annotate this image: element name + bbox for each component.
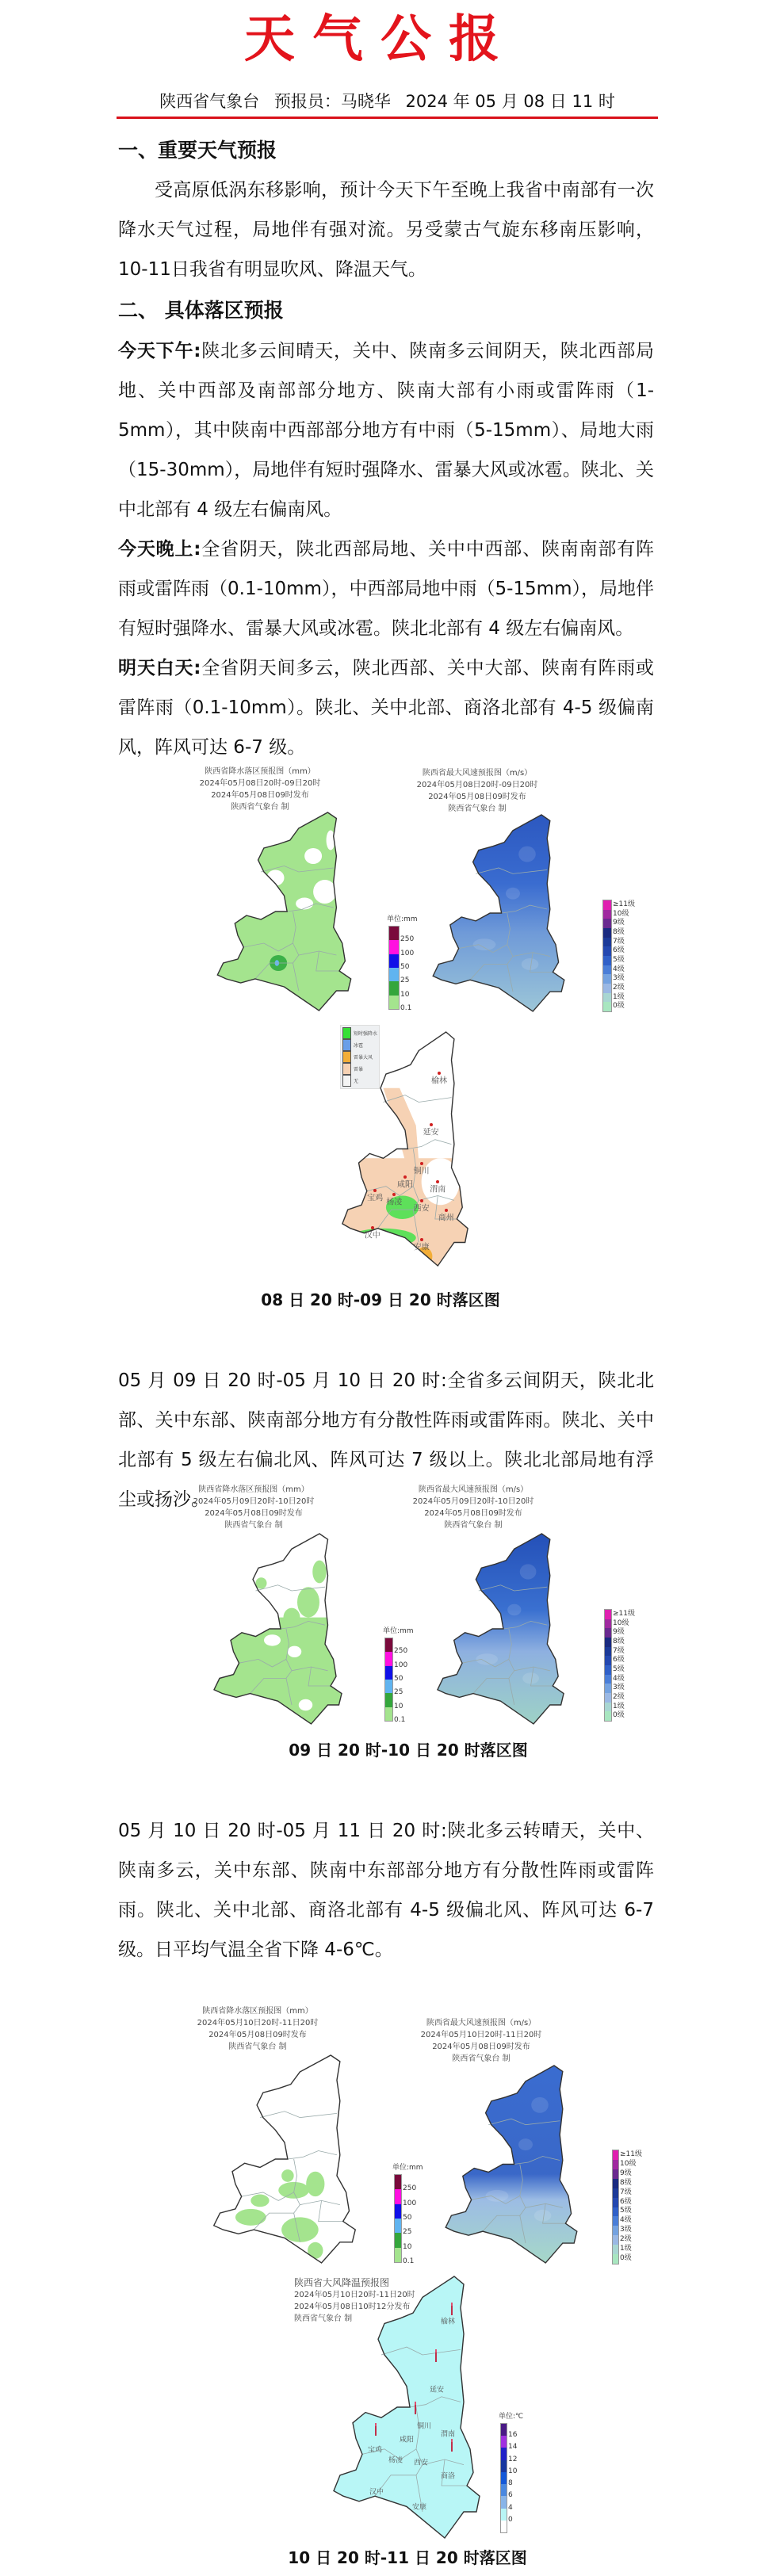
colorbar-label: 0.1 <box>403 2257 415 2265</box>
colorbar-label: 8 <box>508 2479 513 2488</box>
map-title-line: 陕西省气象台 制 <box>452 2054 511 2063</box>
colorbar-label: 3级 <box>613 974 625 983</box>
map-title-line: 陕西省气象台 制 <box>294 2314 353 2323</box>
colorbar-swatch <box>603 946 611 956</box>
map-title-line: 2024年05月08日09时发布 <box>205 1509 303 1518</box>
wind-patch <box>520 1564 537 1579</box>
colorbar-label: 14 <box>508 2443 518 2452</box>
colorbar-legend <box>394 2174 402 2263</box>
rain-area <box>284 1608 300 1627</box>
colorbar-swatch <box>501 2509 507 2521</box>
colorbar-swatch <box>603 965 611 975</box>
colorbar-swatch <box>605 1610 611 1619</box>
rain-area <box>235 2209 266 2226</box>
province-map-rain <box>208 2055 361 2263</box>
map-title-line: 陕西省大风降温预报图 <box>294 2277 390 2288</box>
colorbar-swatch <box>605 1693 611 1703</box>
city-label: 铜川 <box>416 2422 432 2431</box>
gale-flag-icon <box>451 2303 453 2315</box>
rain-area <box>281 2217 319 2242</box>
colorbar-unit: 单位:℃ <box>499 2413 524 2421</box>
colorbar-swatch <box>501 2484 507 2496</box>
colorbar-swatch <box>613 2245 618 2254</box>
colorbar-label: 100 <box>400 949 415 957</box>
colorbar-label: 8级 <box>613 927 625 936</box>
colorbar-label: 25 <box>403 2228 412 2237</box>
colorbar-legend <box>602 900 612 1012</box>
hazard-legend-item <box>342 1027 377 1039</box>
colorbar-label: 12 <box>508 2455 518 2463</box>
city-label: 咸阳 <box>397 1180 413 1190</box>
colorbar-swatch <box>603 900 611 910</box>
period-text: 全省阴天间多云，陕北西部、关中大部、陕南有阵雨或雷阵雨（0.1-10mm）。陕北、关中北部、商洛北部有 4-5 级偏南风，阵风可达 6-7 级。 <box>118 658 655 758</box>
rain-area <box>256 1577 267 1588</box>
rain-area <box>250 2195 269 2207</box>
colorbar-swatch <box>605 1656 611 1665</box>
forecaster-name: 预报员：马晓华 <box>273 92 391 111</box>
wind-patch <box>507 1604 521 1615</box>
city-label: 榆林 <box>440 2318 456 2326</box>
city-label: 商州 <box>438 1213 454 1223</box>
colorbar-swatch <box>603 984 611 993</box>
detail-forecast-list <box>0 331 655 767</box>
colorbar-swatch <box>613 2179 618 2188</box>
header-divider <box>117 117 658 119</box>
map-title-line: 2024年05月10日20时-11日20时 <box>294 2291 415 2299</box>
wind-patch <box>486 2190 509 2202</box>
no-rain-patch <box>288 1646 302 1657</box>
colorbar-label: 10 <box>400 990 410 999</box>
period-label: 05 月 10 日 20 时-05 月 11 日 20 时: <box>118 1821 447 1841</box>
colorbar-label: 10 <box>508 2467 518 2475</box>
colorbar-swatch <box>603 919 611 928</box>
colorbar-swatch <box>613 2198 618 2207</box>
city-label: 宝鸡 <box>367 2446 383 2455</box>
map-title-line: 陕西省气象台 制 <box>444 1521 503 1530</box>
colorbar-label: 0级 <box>613 1002 625 1011</box>
figure-caption-1: 08 日 20 时-09 日 20 时落区图 <box>261 1290 500 1309</box>
wind-patch <box>473 938 496 950</box>
map-title-line: 2024年05月08日20时-09日20时 <box>416 781 538 789</box>
period-label: 明天白天: <box>118 658 201 678</box>
colorbar-label: 0 <box>508 2515 513 2524</box>
colorbar-label: 8级 <box>620 2178 632 2187</box>
colorbar-swatch <box>385 1680 392 1693</box>
figure-caption-2: 09 日 20 时-10 日 20 时落区图 <box>289 1741 528 1760</box>
colorbar-label: 10级 <box>620 2159 637 2168</box>
period-text: 全省多云间阴天，陕北北部、关中东部、陕南部分地方有分散性阵雨或雷阵雨。陕北、关中北部有 5 级左右偏北风、阵风可达 7 级以上。陕北北部局地有浮尘或扬沙。 <box>118 1370 654 1510</box>
colorbar-label: 9级 <box>620 2169 632 2177</box>
colorbar-swatch <box>395 2175 401 2189</box>
gale-flag-icon <box>415 2402 416 2414</box>
issued-time: 2024 年 05 月 08 日 11 时 <box>405 92 615 111</box>
colorbar-swatch <box>501 2496 507 2508</box>
colorbar-swatch <box>389 940 399 954</box>
colorbar-legend <box>604 1609 612 1722</box>
colorbar-swatch <box>395 2248 401 2262</box>
colorbar-legend <box>612 2150 619 2265</box>
colorbar-unit: 单位:mm <box>387 915 418 923</box>
colorbar-unit: 单位:mm <box>383 1627 414 1635</box>
legend-swatch <box>342 1063 351 1075</box>
colorbar-label: 2级 <box>613 983 625 992</box>
colorbar-legend <box>500 2423 507 2533</box>
colorbar-label: 9级 <box>613 919 625 927</box>
colorbar-swatch <box>603 974 611 984</box>
city-label: 杨凌 <box>388 2456 403 2465</box>
colorbar-label: 0级 <box>613 1711 625 1720</box>
important-forecast-paragraph: 受高原低涡东移影响，预计今天下午至晚上我省中南部有一次降水天气过程，局地伴有强对流。另受蒙古气旋东移南压影响，10-11日我省有明显吹风、降温天气。 <box>118 180 654 280</box>
colorbar-label: 0级 <box>620 2254 632 2263</box>
colorbar-swatch <box>385 1652 392 1665</box>
city-label: 安康 <box>413 1243 430 1252</box>
city-label: 渭南 <box>430 1185 446 1194</box>
city-label: 宝鸡 <box>367 1194 384 1203</box>
period-label: 今天下午: <box>118 341 201 361</box>
gale-flag-icon <box>435 2349 437 2362</box>
wind-patch <box>518 2138 533 2150</box>
wind-patch <box>531 2097 549 2113</box>
legend-label: 雷暴大风 <box>354 1055 373 1061</box>
colorbar-swatch <box>603 938 611 947</box>
map-title-line: 陕西省降水落区预报图（mm） <box>202 2007 313 2016</box>
legend-label: 无 <box>354 1079 359 1084</box>
legend-label: 雷暴 <box>354 1067 364 1072</box>
colorbar-label: 9级 <box>613 1628 625 1637</box>
map-title-line: 2024年05月08日20时-09日20时 <box>199 779 321 788</box>
map-title-line: 陕西省气象台 制 <box>231 803 289 812</box>
colorbar-label: 2级 <box>620 2235 632 2244</box>
colorbar-swatch <box>605 1711 611 1721</box>
colorbar-label: 4级 <box>613 965 625 973</box>
wind-patch <box>476 1653 498 1664</box>
colorbar-swatch <box>603 910 611 919</box>
colorbar-label: 8级 <box>613 1637 625 1645</box>
province-map-wind <box>440 2066 583 2263</box>
rain-area <box>297 1587 319 1617</box>
colorbar-label: 4级 <box>620 2216 632 2225</box>
colorbar-label: ≥11级 <box>613 1609 635 1618</box>
colorbar-swatch <box>389 927 399 940</box>
colorbar-swatch <box>501 2424 507 2436</box>
hazard-legend <box>340 1025 380 1089</box>
colorbar-label: 5级 <box>613 955 625 964</box>
colorbar-label: 50 <box>400 963 410 971</box>
province-map-wind <box>427 815 570 1011</box>
colorbar-label: 100 <box>394 1661 408 1669</box>
city-label: 商洛 <box>440 2472 456 2481</box>
forecast-tonight <box>118 529 654 648</box>
colorbar-swatch <box>605 1684 611 1693</box>
colorbar-swatch <box>389 968 399 981</box>
map-title-line: 陕西省最大风速预报图（m/s） <box>422 769 533 778</box>
colorbar-label: 250 <box>394 1647 408 1656</box>
colorbar-label: 50 <box>403 2214 412 2222</box>
colorbar-label: 1级 <box>613 992 625 1001</box>
colorbar-label: 5级 <box>613 1664 625 1673</box>
map-title-line: 2024年05月08日09时发布 <box>208 2031 307 2039</box>
no-rain-patch <box>304 848 322 864</box>
colorbar-label: 16 <box>508 2431 518 2440</box>
no-rain-patch <box>296 898 313 910</box>
colorbar-swatch <box>603 956 611 965</box>
map-title-line: 2024年05月09日20时-10日20时 <box>412 1497 534 1506</box>
no-rain-patch <box>299 1699 313 1710</box>
colorbar-label: 3级 <box>613 1684 625 1692</box>
colorbar-swatch <box>605 1619 611 1629</box>
wind-patch <box>518 847 536 862</box>
colorbar-label: 6 <box>508 2491 513 2500</box>
map-title-line: 陕西省气象台 制 <box>224 1521 283 1530</box>
rain-area <box>308 2242 323 2259</box>
city-label: 铜川 <box>413 1167 430 1176</box>
map-title-line: 陕西省降水落区预报图（mm） <box>198 1485 309 1494</box>
colorbar-label: 1级 <box>613 1702 625 1710</box>
colorbar-swatch <box>613 2235 618 2245</box>
city-label: 西安 <box>413 1204 430 1213</box>
city-label: 延安 <box>429 2386 445 2394</box>
forecast-this-afternoon <box>118 331 654 529</box>
rain-area <box>281 2169 294 2182</box>
colorbar-label: 5级 <box>620 2207 632 2215</box>
colorbar-swatch <box>603 928 611 938</box>
agency-name: 陕西省气象台 <box>159 92 260 111</box>
city-label: 汉中 <box>364 1231 380 1240</box>
hazard-legend-item <box>342 1051 377 1063</box>
colorbar-swatch <box>613 2169 618 2179</box>
map-title-line: 陕西省气象台 制 <box>448 805 507 813</box>
colorbar-label: ≥11级 <box>620 2150 642 2158</box>
colorbar-swatch <box>613 2160 618 2169</box>
rain-area <box>278 2182 309 2199</box>
colorbar-swatch <box>605 1647 611 1657</box>
period-text: 全省阴天，陕北西部局地、关中中西部、陕南南部有阵雨或雷阵雨（0.1-10mm），中西部局地中雨（5-15mm），局地伴有短时强降水、雷暴大风或冰雹。陕北北部有 4 级左右偏南风。 <box>118 539 655 639</box>
province-map-wind <box>432 1534 569 1724</box>
map-title-line: 2024年05月08日09时发布 <box>211 791 309 800</box>
colorbar-swatch <box>613 2254 618 2264</box>
hazard-legend-item <box>342 1075 377 1087</box>
colorbar-swatch <box>613 2207 618 2217</box>
city-label: 杨凌 <box>386 1198 403 1207</box>
colorbar-swatch <box>501 2521 507 2532</box>
map-title-line: 陕西省最大风速预报图（m/s） <box>426 2019 537 2028</box>
city-label: 安康 <box>411 2503 427 2512</box>
colorbar-label: 6级 <box>620 2197 632 2206</box>
colorbar-swatch <box>385 1666 392 1680</box>
map-title-line: 2024年05月09日20时-10日20时 <box>193 1497 315 1506</box>
colorbar-unit: 单位:mm <box>392 2164 423 2172</box>
colorbar-swatch <box>389 954 399 968</box>
colorbar-label: 10 <box>403 2242 412 2251</box>
map-title-line: 2024年05月08日09时发布 <box>432 2043 530 2051</box>
colorbar-swatch <box>389 996 399 1009</box>
colorbar-swatch <box>605 1665 611 1675</box>
colorbar-label: 10 <box>394 1702 403 1710</box>
colorbar-label: 6级 <box>613 946 625 955</box>
rain-area <box>312 1561 327 1584</box>
map-title-line: 陕西省降水落区预报图（mm） <box>205 767 315 776</box>
section-heading-important: 一、重要天气预报 <box>118 139 277 162</box>
colorbar-label: 6级 <box>613 1656 625 1664</box>
colorbar-swatch <box>613 2216 618 2226</box>
colorbar-swatch <box>501 2448 507 2459</box>
colorbar-label: 2级 <box>613 1692 625 1701</box>
map-title-line: 2024年05月08日09时发布 <box>424 1509 522 1518</box>
colorbar-label: 0.1 <box>400 1004 412 1012</box>
legend-swatch <box>342 1039 351 1051</box>
legend-label: 短时强降水 <box>354 1031 378 1037</box>
colorbar-swatch <box>501 2460 507 2472</box>
colorbar-label: 100 <box>403 2199 417 2207</box>
hazard-legend-item <box>342 1063 377 1075</box>
city-label: 延安 <box>423 1128 439 1137</box>
colorbar-swatch <box>501 2436 507 2448</box>
province-map-rain <box>212 812 357 1011</box>
forecast-tomorrow-daytime <box>118 648 654 767</box>
colorbar-swatch <box>605 1628 611 1638</box>
colorbar-swatch <box>603 1002 611 1011</box>
map-title-line: 2024年05月10日20时-11日20时 <box>420 2031 542 2039</box>
wind-patch <box>522 958 539 970</box>
gale-flag-icon <box>375 2423 377 2436</box>
bulletin-header-line <box>117 89 658 114</box>
colorbar-swatch <box>613 2150 618 2160</box>
colorbar-swatch <box>501 2472 507 2484</box>
colorbar-swatch <box>395 2189 401 2203</box>
map-title-line: 2024年05月08日09时发布 <box>428 793 526 801</box>
colorbar-label: 10级 <box>613 909 629 918</box>
colorbar-label: 250 <box>403 2184 417 2193</box>
map-title-line: 陕西省最大风速预报图（m/s） <box>418 1485 529 1494</box>
legend-label: 冰雹 <box>354 1043 364 1049</box>
period-label: 05 月 09 日 20 时-05 月 10 日 20 时: <box>118 1370 447 1391</box>
colorbar-swatch <box>385 1707 392 1721</box>
period-text: 陕北多云转晴天，关中、陕南多云，关中东部、陕南中东部部分地方有分散性阵雨或雷阵雨。陕北、关中北部、商洛北部有 4-5 级偏北风、阵风可达 6-7 级。日平均气温全省下降 4-6℃。 <box>118 1821 654 1960</box>
colorbar-label: 1级 <box>620 2245 632 2253</box>
colorbar-label: 25 <box>400 977 410 985</box>
no-rain-patch <box>313 880 336 904</box>
colorbar-label: 7级 <box>620 2188 632 2196</box>
colorbar-label: 25 <box>394 1688 403 1697</box>
no-rain-patch <box>264 1634 281 1645</box>
period-label: 今天晚上: <box>118 539 201 560</box>
city-label: 汉中 <box>369 2488 384 2497</box>
colorbar-swatch <box>395 2219 401 2233</box>
colorbar-swatch <box>395 2204 401 2219</box>
rain-area <box>306 2172 324 2196</box>
city-label: 咸阳 <box>399 2436 415 2444</box>
colorbar-legend <box>388 926 400 1010</box>
colorbar-swatch <box>613 2226 618 2235</box>
colorbar-label: 10级 <box>613 1619 629 1627</box>
colorbar-label: 250 <box>400 935 415 944</box>
bulletin-title: 天气公报 <box>244 10 517 69</box>
colorbar-label: ≥11级 <box>613 900 635 908</box>
legend-swatch <box>342 1051 351 1063</box>
section-heading-detail: 二、 具体落区预报 <box>118 299 284 322</box>
legend-swatch <box>342 1027 351 1039</box>
city-label: 榆林 <box>431 1076 447 1086</box>
colorbar-swatch <box>605 1703 611 1712</box>
colorbar-label: 50 <box>394 1675 403 1683</box>
colorbar-swatch <box>603 993 611 1003</box>
colorbar-label: 0.1 <box>394 1716 406 1724</box>
province-map-rain <box>208 1534 347 1724</box>
wind-patch <box>534 2210 552 2222</box>
colorbar-label: 7级 <box>613 937 625 946</box>
colorbar-swatch <box>389 981 399 995</box>
colorbar-label: 3级 <box>620 2226 632 2234</box>
colorbar-swatch <box>613 2188 618 2198</box>
colorbar-label: 7级 <box>613 1646 625 1655</box>
hazard-legend-item <box>342 1039 377 1051</box>
wind-patch <box>506 888 520 900</box>
map-title-line: 陕西省气象台 制 <box>228 2043 287 2051</box>
province-map-temp <box>327 2276 486 2538</box>
gale-flag-icon <box>451 2439 453 2452</box>
colorbar-swatch <box>605 1675 611 1684</box>
city-label: 渭南 <box>440 2430 456 2439</box>
colorbar-legend <box>384 1638 393 1722</box>
forecast-period-3 <box>118 1811 654 1970</box>
colorbar-label: 4级 <box>613 1674 625 1683</box>
legend-swatch <box>342 1075 351 1087</box>
colorbar-swatch <box>385 1693 392 1707</box>
figure-caption-3: 10 日 20 时-11 日 20 时落区图 <box>288 2548 527 2567</box>
colorbar-swatch <box>385 1638 392 1652</box>
period-text: 陕北多云间晴天，关中、陕南多云间阴天，陕北西部局地、关中西部及南部部分地方、陕南大部有小雨或雷阵雨（1-5mm），其中陕南中西部部分地方有中雨（5-15mm）、局地大雨（15-30mm），局地伴有短时强降水、雷暴大风或冰雹。陕北、关中北部有 4 级左右偏南风。 <box>118 341 655 520</box>
map-title-line: 2024年05月08日10时12分发布 <box>294 2303 411 2311</box>
city-label: 西安 <box>413 2459 429 2467</box>
colorbar-swatch <box>395 2233 401 2247</box>
map-title-line: 2024年05月10日20时-11日20时 <box>197 2019 319 2028</box>
colorbar-label: 4 <box>508 2503 513 2512</box>
colorbar-swatch <box>605 1638 611 1647</box>
wind-patch <box>522 1672 539 1684</box>
